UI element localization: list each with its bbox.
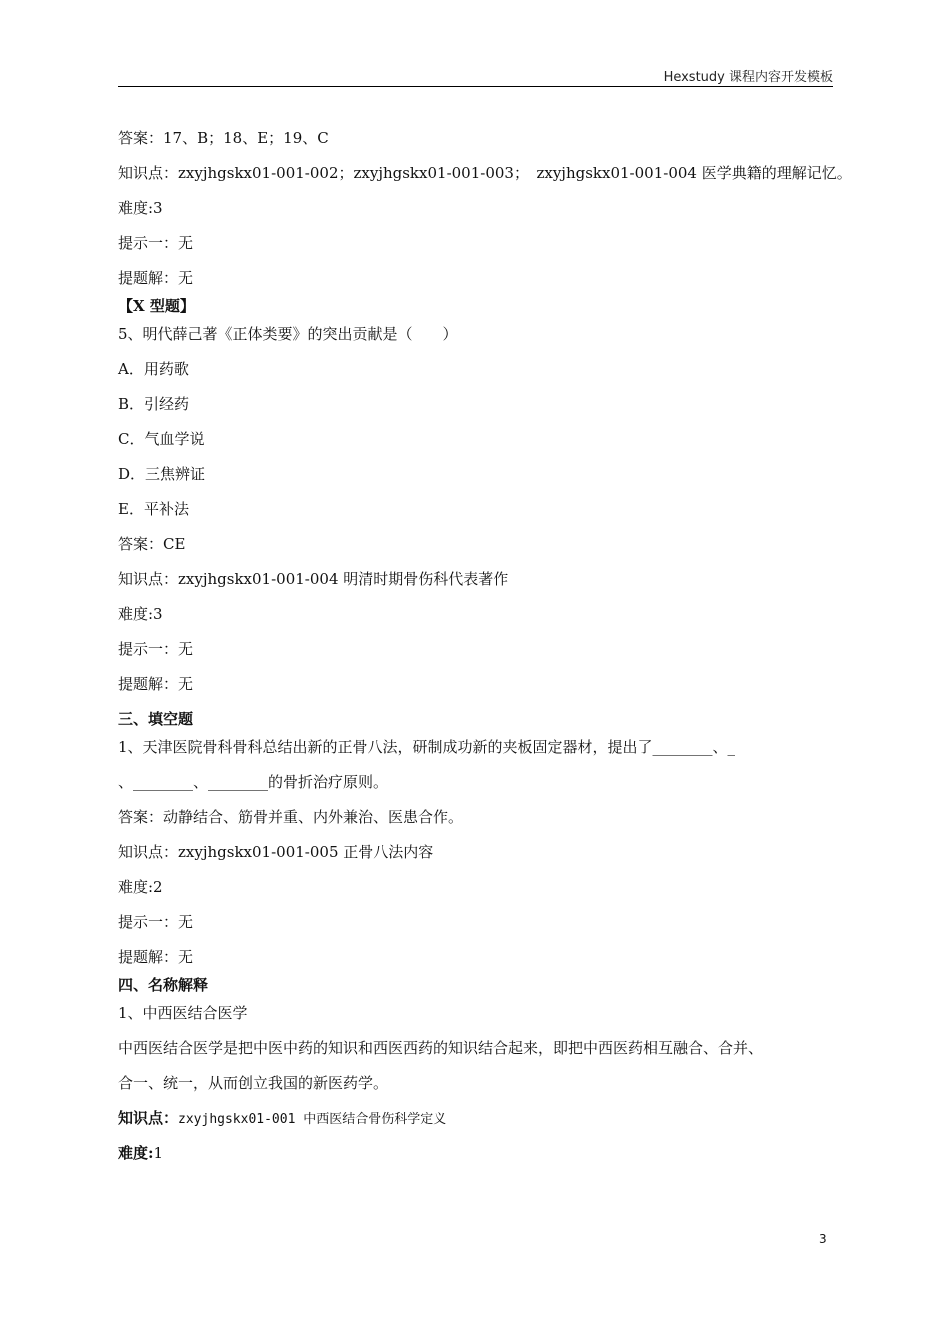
header-rule bbox=[118, 86, 833, 87]
option-c: C．气血学说 bbox=[118, 430, 205, 448]
answer-line: 答案：动静结合、筋骨并重、内外兼治、医患合作。 bbox=[118, 808, 464, 826]
document-body bbox=[118, 124, 852, 1174]
hint-line: 提示一：无 bbox=[118, 913, 194, 931]
difficulty-line: 难度:3 bbox=[118, 199, 163, 217]
option-b: B．引经药 bbox=[118, 395, 190, 413]
difficulty-value: 1 bbox=[153, 1144, 164, 1162]
hint-line: 提示一：无 bbox=[118, 640, 194, 658]
knowledge-value: zxyjhgskx01-001 中西医结合骨伤科学定义 bbox=[178, 1112, 447, 1127]
section-heading-fill-in: 三、填空题 bbox=[118, 710, 194, 728]
difficulty-line: 难度:2 bbox=[118, 878, 163, 896]
knowledge-label: 知识点： bbox=[118, 1109, 179, 1127]
knowledge-line bbox=[118, 1104, 838, 1139]
fill-question-1-cont: 、________、________的骨折治疗原则。 bbox=[118, 773, 389, 791]
term-definition-cont: 合一、统一，从而创立我国的新医药学。 bbox=[118, 1074, 389, 1092]
term-title: 1、中西医结合医学 bbox=[118, 1004, 248, 1022]
page-number: 3 bbox=[819, 1232, 827, 1246]
fill-question-1: 1、天津医院骨科骨科总结出新的正骨八法，研制成功新的夹板固定器材，提出了________、_ bbox=[118, 738, 736, 756]
answer-line: 答案：17、B；18、E；19、C bbox=[118, 129, 329, 147]
hint-line: 提示一：无 bbox=[118, 234, 194, 252]
difficulty-label: 难度: bbox=[118, 1144, 154, 1162]
option-d: D．三焦辨证 bbox=[118, 465, 206, 483]
answer-line: 答案：CE bbox=[118, 535, 186, 553]
option-a: A．用药歌 bbox=[118, 360, 189, 378]
page-header: Hexstudy 课程内容开发模板 bbox=[663, 70, 833, 85]
knowledge-line: 知识点：zxyjhgskx01-001-004 明清时期骨伤科代表著作 bbox=[118, 570, 509, 588]
solution-line: 提题解：无 bbox=[118, 675, 194, 693]
solution-line: 提题解：无 bbox=[118, 948, 194, 966]
difficulty-line bbox=[118, 1139, 838, 1174]
question-5: 5、明代薛己著《正体类要》的突出贡献是（ ） bbox=[118, 325, 458, 343]
option-e: E．平补法 bbox=[118, 500, 189, 518]
difficulty-line: 难度:3 bbox=[118, 605, 163, 623]
knowledge-line: 知识点：zxyjhgskx01-001-005 正骨八法内容 bbox=[118, 843, 434, 861]
knowledge-line: 知识点：zxyjhgskx01-001-002；zxyjhgskx01-001-003； zxyjhgskx01-001-004 医学典籍的理解记忆。 bbox=[118, 164, 852, 182]
term-definition: 中西医结合医学是把中医中药的知识和西医西药的知识结合起来，即把中西医药相互融合、合并、 bbox=[118, 1039, 764, 1057]
section-heading-terms: 四、名称解释 bbox=[118, 976, 209, 994]
section-heading-x-type: 【X 型题】 bbox=[118, 297, 195, 315]
solution-line: 提题解：无 bbox=[118, 269, 194, 287]
